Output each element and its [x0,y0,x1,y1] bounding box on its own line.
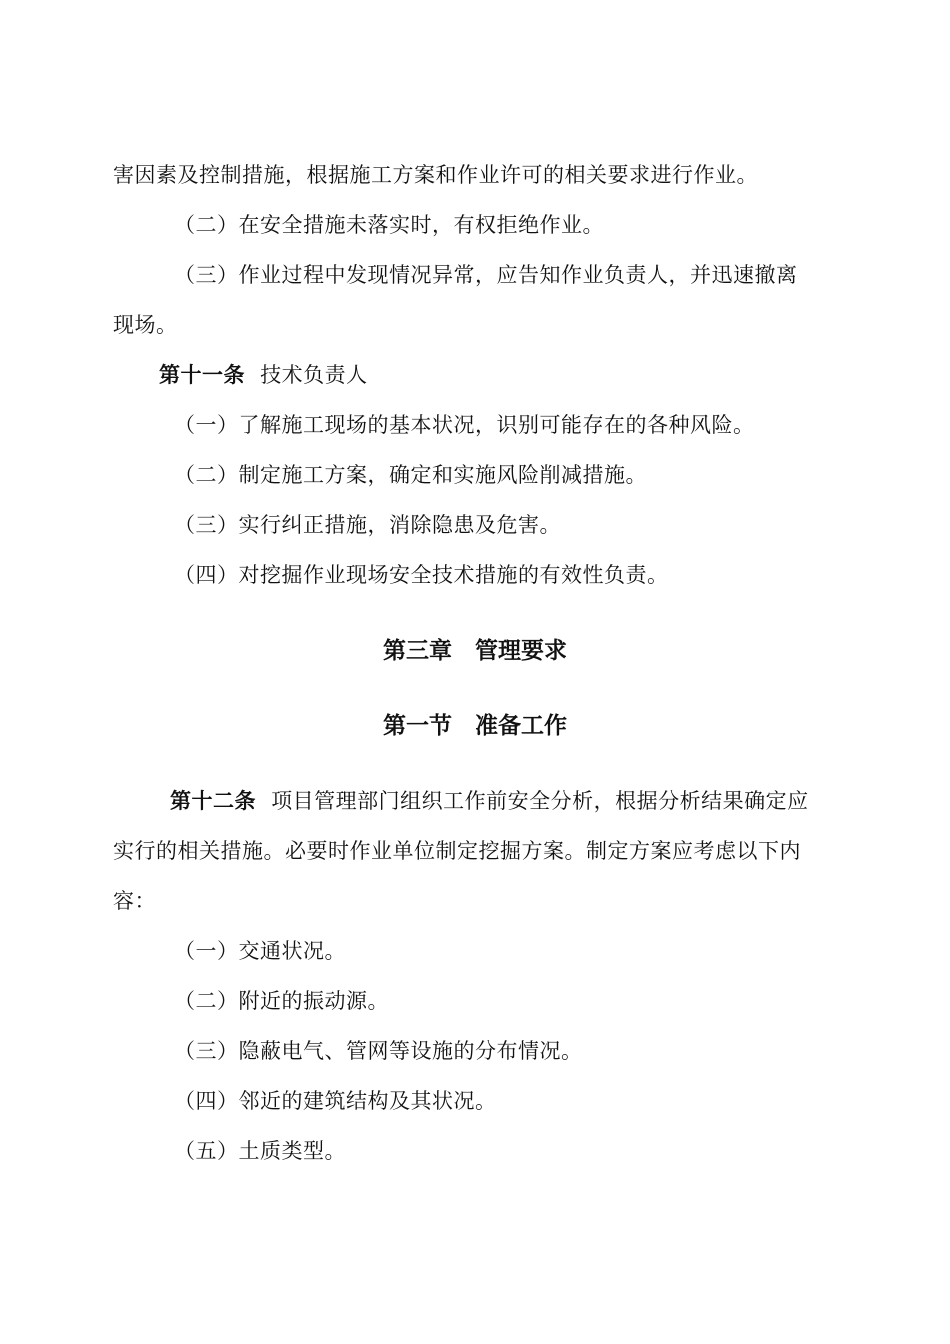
list-item-continuation: 现场。 [113,313,178,337]
list-item: （三）作业过程中发现情况异常，应告知作业负责人，并迅速撤离 [174,263,798,287]
section-heading: 第一节 准备工作 [383,713,567,739]
list-item: （二）在安全措施未落实时，有权拒绝作业。 [174,213,604,237]
article-text: 项目管理部门组织工作前安全分析，根据分析结果确定应 [271,789,809,813]
list-item: （四）邻近的建筑结构及其状况。 [174,1089,497,1113]
paragraph-line: 实行的相关措施。必要时作业单位制定挖掘方案。制定方案应考虑以下内 [113,839,801,863]
article-number: 第十二条 [170,789,256,813]
chapter-heading: 第三章 管理要求 [383,638,567,664]
list-item: （四）对挖掘作业现场安全技术措施的有效性负责。 [174,563,669,587]
article-11-heading [159,361,368,389]
list-item: （三）实行纠正措施，消除隐患及危害。 [174,513,561,537]
list-item: （二）附近的振动源。 [174,989,389,1013]
paragraph-continuation: 害因素及控制措施，根据施工方案和作业许可的相关要求进行作业。 [113,163,758,187]
paragraph-line: 容： [113,889,156,913]
list-item: （五）土质类型。 [174,1139,346,1163]
list-item: （一）了解施工现场的基本状况，识别可能存在的各种风险。 [174,413,755,437]
list-item: （二）制定施工方案，确定和实施风险削减措施。 [174,463,647,487]
article-subject: 技术负责人 [260,363,368,387]
list-item: （三）隐蔽电气、管网等设施的分布情况。 [174,1039,583,1063]
article-number: 第十一条 [159,363,245,387]
article-12-paragraph [170,787,809,815]
list-item: （一）交通状况。 [174,939,346,963]
